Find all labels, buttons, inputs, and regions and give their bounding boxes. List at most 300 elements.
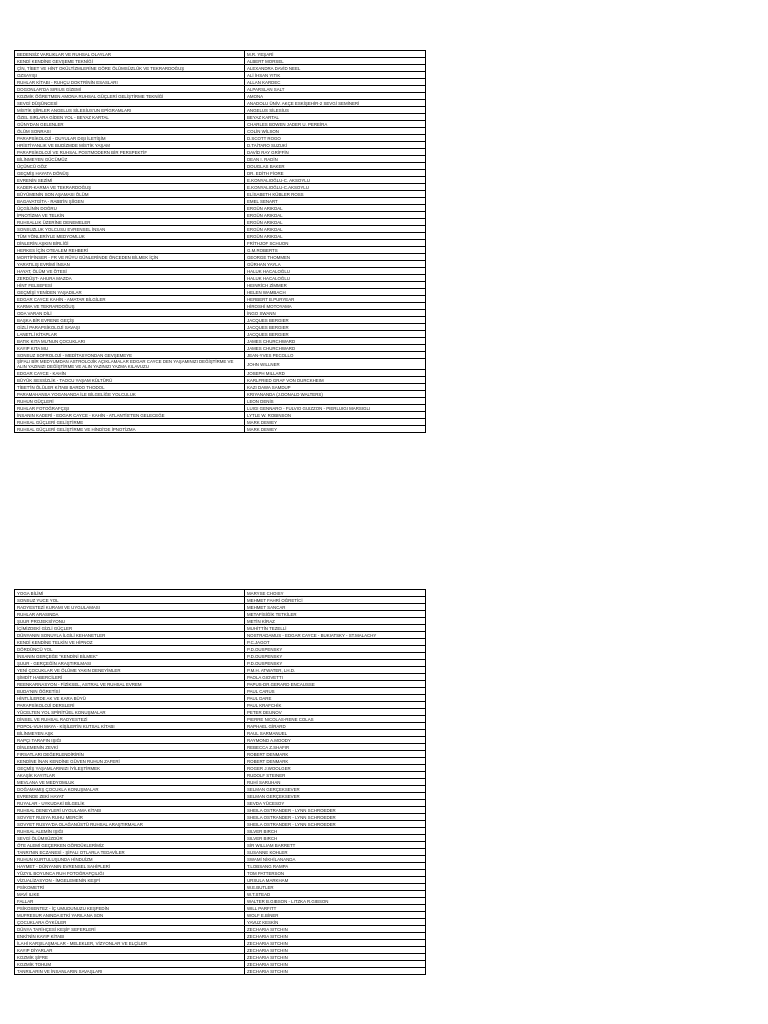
book-author-cell: KAZI DAWA SAMDUP [245, 384, 426, 391]
book-author-cell: SILVER BIRCH [245, 828, 426, 835]
book-title-cell: VİZUALİZASYON - İMGELEMENİN KEŞFİ [15, 877, 245, 884]
book-author-cell: ALEXANDRA DAVİD NEEL [245, 65, 426, 72]
book-author-cell: ERGÜN ARIKDAL [245, 205, 426, 212]
table-row [15, 177, 426, 184]
book-title-cell: PSİKOSENTEZ - İÇ UMUDUNUZU KEŞFEDİN [15, 905, 245, 912]
book-title-cell: OZSAYIŞI [15, 72, 245, 79]
book-title-cell: YÜCELTEN YOL SPİRİTÜEL KONUŞMALAR [15, 709, 245, 716]
book-author-cell: SILVER BIRCH [245, 835, 426, 842]
book-author-cell: ROBERT DENMARK [245, 751, 426, 758]
table-row [15, 412, 426, 419]
book-author-cell: ZECHARIA SITCHIN [245, 940, 426, 947]
book-author-cell: ERGÜN ARIKDAL [245, 226, 426, 233]
table-row [15, 814, 426, 821]
book-title-cell: RUHSAL GÜÇLERİ GELİŞTİRME VE HİNDİ'DE İPNOTİZMA [15, 426, 245, 433]
book-title-cell: ENKİ'NİN KAYIP KİTABI [15, 933, 245, 940]
table-row [15, 405, 426, 412]
book-author-cell: ZECHARIA SITCHIN [245, 968, 426, 975]
book-author-cell: DR. EDİTH FİORE [245, 170, 426, 177]
book-title-cell: POPOL-VUH MAYA - KİŞİLER'İN KUTSAL KİTABI [15, 723, 245, 730]
book-author-cell: JAMES CHURCHWARD [245, 345, 426, 352]
book-author-cell: E.KONYALIOĞLU-C.AKSOYLU [245, 184, 426, 191]
table-row [15, 905, 426, 912]
table-row [15, 310, 426, 317]
book-title-cell: EDGAR CAYCE - KAHİN [15, 370, 245, 377]
table-row [15, 870, 426, 877]
book-author-cell: MEHMET FAHRİ OĞRETİCİ [245, 597, 426, 604]
table-row [15, 205, 426, 212]
book-author-cell: M.R. YEŞARİ [245, 51, 426, 58]
book-title-cell: HAYMET - DÜNYANIN EVRENSEL SAHİPLERİ [15, 863, 245, 870]
book-author-cell: LUIGI GENNARO - FULVIO GUIZZON - PIERLUIGI MARSIGLI [245, 405, 426, 412]
table-row [15, 940, 426, 947]
book-author-cell: YAVUZ KESKİN [245, 919, 426, 926]
book-author-cell: METİN KİRAZ [245, 618, 426, 625]
book-title-cell: KAYIP KITA MU [15, 345, 245, 352]
table-row [15, 282, 426, 289]
book-title-cell: KAYIP DİYARLAR [15, 947, 245, 954]
table-row [15, 79, 426, 86]
book-table-2 [14, 589, 426, 975]
book-title-cell: KOZMİK TOHUM [15, 961, 245, 968]
book-author-cell: D.SCOTT ROGO [245, 135, 426, 142]
book-title-cell: SOVYET RUSYA RUHU MERCİR [15, 814, 245, 821]
book-title-cell: SEVGİ DÜŞÜNCESİ [15, 100, 245, 107]
table-row [15, 646, 426, 653]
book-author-cell: JACQUES BERGIER [245, 317, 426, 324]
table-row [15, 786, 426, 793]
table-row [15, 709, 426, 716]
book-author-cell: ELİSABETH KÜBLER ROSS [245, 191, 426, 198]
book-title-cell: RUHSAL ALEMİN IŞIĞI [15, 828, 245, 835]
book-title-cell: FALLAR [15, 898, 245, 905]
book-author-cell: İNGO SWANN [245, 310, 426, 317]
table-row [15, 632, 426, 639]
book-title-cell: TÜM YÖNLERİYLE MEDYOMLUK [15, 233, 245, 240]
book-author-cell: PETER DEUNOV [245, 709, 426, 716]
book-title-cell: HİNTLİLERDE AK VE KARA BÜYÜ [15, 695, 245, 702]
book-author-cell: JACQUES BERGIER [245, 331, 426, 338]
book-title-cell: EVRENDE ZEKİ HAYAT [15, 793, 245, 800]
book-author-cell: LEON DENİS [245, 398, 426, 405]
book-title-cell: RUHUN GÜÇLERİ [15, 398, 245, 405]
book-author-cell: ERGÜN ARIKDAL [245, 233, 426, 240]
book-title-cell: TİBET'İN ÖLÜLER KİTABI BARDO THODOL [15, 384, 245, 391]
table-row [15, 226, 426, 233]
book-author-cell: ERGÜN ARIKDAL [245, 212, 426, 219]
book-title-cell: DİNSEL VE RUHSAL RADYESTEZİ [15, 716, 245, 723]
book-title-cell: ÇİN, TİBET VE HİNT OKÜLTİZMLERİNE GÖRE ÖLÜMSÜZLÜK VE TEKRARDOĞUŞ [15, 65, 245, 72]
table-row [15, 240, 426, 247]
book-author-cell: GÜRHAN YAYLA [245, 261, 426, 268]
book-author-cell: SWAMİ NİKHİLANANDA [245, 856, 426, 863]
book-author-cell: MARYSE CHOISY [245, 590, 426, 597]
table-row [15, 135, 426, 142]
book-author-cell: SHEILA OSTRANDER - LYNN SCHROEDER [245, 807, 426, 814]
book-title-cell: MUFRESUR ANINDA ETKİ YARILANA SON [15, 912, 245, 919]
book-author-cell: W.E.BUTLER [245, 884, 426, 891]
table-row [15, 919, 426, 926]
book-title-cell: DİNLEMENİN ZEVKİ [15, 744, 245, 751]
book-title-cell: MİSTİK ŞİİRLER ANGELUS SİLESİUS'UN EPİGRAMLARI [15, 107, 245, 114]
table-row [15, 933, 426, 940]
book-author-cell: JACQUES BERGIER [245, 324, 426, 331]
book-title-cell: DOĞAMAMIŞ ÇOCUKLA KONUŞMALAR [15, 786, 245, 793]
book-author-cell: E.KONYALIOĞLU-C. AKSOYLU [245, 177, 426, 184]
book-title-cell: RUHLAR KİTABI - RUHÇU DOKTRİNİN ESASLARI [15, 79, 245, 86]
book-title-cell: PARAMAHANSA YOGANANDA İLE BİLGELİĞE YOLCULUK [15, 391, 245, 398]
book-author-cell: RUHİ SARUHAN [245, 779, 426, 786]
book-author-cell: DOUGLAS BAKER [245, 163, 426, 170]
book-author-cell: SELMAN GERÇEKSEVER [245, 786, 426, 793]
table-row [15, 590, 426, 597]
table-row [15, 842, 426, 849]
table-row [15, 758, 426, 765]
book-title-cell: ŞİFALI BİR MEDYUMDAN ASTROLOJİK AÇIKLAMALAR EDGAR CAYCE DEN YAŞAMINIZI DEĞİŞTİRME VE ALIN YAZINIZI DEĞİŞTİRME VE ALIN YAZINIZI YAZMA KILAVUZU [15, 359, 245, 370]
table-row [15, 128, 426, 135]
table-row [15, 303, 426, 310]
book-author-cell: REBECCA Z.SHAFIR [245, 744, 426, 751]
table-row [15, 170, 426, 177]
book-author-cell: P.D.OUSPENSKY [245, 660, 426, 667]
table-row [15, 639, 426, 646]
table-row [15, 800, 426, 807]
table-row [15, 891, 426, 898]
table-row [15, 779, 426, 786]
table-row [15, 219, 426, 226]
table-row [15, 289, 426, 296]
table-row [15, 370, 426, 377]
table-row [15, 65, 426, 72]
book-author-cell: LYTLE W. ROBINSON [245, 412, 426, 419]
book-author-cell: ROBERT DENMARK [245, 758, 426, 765]
table-row [15, 107, 426, 114]
book-author-cell: PAUL KRAFCHİK [245, 702, 426, 709]
book-author-cell: P.D.OUSPENSKY [245, 653, 426, 660]
table-row [15, 391, 426, 398]
table-row [15, 835, 426, 842]
book-author-cell: WALTER B.GIBSON - LITZKA R.GIBSON [245, 898, 426, 905]
book-title-cell: YENİ ÇOCUKLAR VE ÖLÜME YAKIN DENEYİMLER [15, 667, 245, 674]
book-author-cell: ERGÜN ARIKDAL [245, 219, 426, 226]
book-author-cell: HALUK HACALOĞLU [245, 275, 426, 282]
book-author-cell: EMEL SENART [245, 198, 426, 205]
book-author-cell: SUSANNE KOHLER [245, 849, 426, 856]
book-author-cell: PAPUS-DR.GERARD ENCAUSSE [245, 681, 426, 688]
book-author-cell: JOHN WILLNER [245, 359, 426, 370]
table-row [15, 863, 426, 870]
table-row [15, 233, 426, 240]
table-row [15, 625, 426, 632]
table-row [15, 849, 426, 856]
book-author-cell: URSULA MARKHAM [245, 877, 426, 884]
book-table-1 [14, 50, 426, 433]
table-row [15, 86, 426, 93]
book-title-cell: PARAPSİKOLOJİ VE RUHSAL POSTMODERN BİR PERSPEKTİF [15, 149, 245, 156]
book-title-cell: PSİKOMETRİ [15, 884, 245, 891]
book-author-cell: RAYMOND A.MOODY [245, 737, 426, 744]
table-row [15, 884, 426, 891]
book-author-cell: JEAN-YVES PECOLLO [245, 352, 426, 359]
book-author-cell: RAUL SARMANUEL [245, 730, 426, 737]
book-title-cell: HRİSTİYANLIK VE BUDİZMDE MİSTİK YAŞAM [15, 142, 245, 149]
table-row [15, 72, 426, 79]
table-row [15, 254, 426, 261]
book-author-cell: DEAN I. RADİN [245, 156, 426, 163]
book-title-cell: ŞİMDİT HABERCİLERİ [15, 674, 245, 681]
book-author-cell: W.T.STEAD [245, 891, 426, 898]
book-table-body [15, 590, 426, 975]
book-title-cell: İLAHİ KARŞILAŞMALAR - MELEKLER, VİZYONLAR VE ELÇİLER [15, 940, 245, 947]
book-table-body [15, 51, 426, 433]
book-title-cell: REENKARNASYON - FİZİKSEL, ASTRAL VE RUHSAL EVREM [15, 681, 245, 688]
book-author-cell: PAUL DARE [245, 695, 426, 702]
book-author-cell: ANGELUS SİLESİUS [245, 107, 426, 114]
table-row [15, 821, 426, 828]
book-author-cell: SİR WILLIAM BARRETT [245, 842, 426, 849]
book-author-cell: SHEILA OSTRANDER - LYNN SCHROEDER [245, 814, 426, 821]
book-title-cell: RUHUN KURTULUŞUNDA HİNDUİZM [15, 856, 245, 863]
table-row [15, 93, 426, 100]
table-row [15, 597, 426, 604]
table-row [15, 667, 426, 674]
book-author-cell: D.TAİTARO SUZUKİ [245, 142, 426, 149]
table-row [15, 261, 426, 268]
table-row [15, 384, 426, 391]
table-row [15, 184, 426, 191]
book-title-cell: BÜYÜMENİN SON AŞAMASI ÖLÜM [15, 191, 245, 198]
table-row [15, 142, 426, 149]
book-title-cell: BEDENSİZ VARLIKLAR VE RUHSAL OLAYLAR [15, 51, 245, 58]
book-title-cell: KADER-KARMA VE TEKRARDOĞUŞ [15, 184, 245, 191]
book-author-cell: RAPHAEL GİRARD [245, 723, 426, 730]
book-title-cell: KENDİNE İNAN KENDİNE GÜVEN RUHUN ZAFERİ [15, 758, 245, 765]
table-row [15, 688, 426, 695]
book-title-cell: MORTİFİNSER - FR VE RÜYU GÜNLERİNDE ÖNCEDEN BİLMEK İÇİN [15, 254, 245, 261]
book-author-cell: ANADOLU ÜNİV. AKÇE ESKİŞEHİR-2 SEVGİ SEMİNERİ [245, 100, 426, 107]
book-title-cell: PARAPSİKOLOJİ DERSLERİ [15, 702, 245, 709]
book-title-cell: RUHLAR FOTOĞRAFÇIŞI [15, 405, 245, 412]
book-title-cell: HAYAT, ÖLÜM VE ÖTESİ [15, 268, 245, 275]
book-title-cell: GEÇMİŞİ YENİDEN YAŞADILAR [15, 289, 245, 296]
table-row [15, 247, 426, 254]
table-row [15, 954, 426, 961]
book-title-cell: KENDİ KENDİNE GEVŞEME TEKNİĞİ [15, 58, 245, 65]
table-row [15, 324, 426, 331]
table-row [15, 191, 426, 198]
book-title-cell: İPNOTİZMA VE TELKİN [15, 212, 245, 219]
book-title-cell: ÜÇGİLİNİN DOĞRU [15, 205, 245, 212]
book-title-cell: MEVLANA VE MEDYOMLUK [15, 779, 245, 786]
book-title-cell: İNSANIN GERÇEĞE "KENDİNİ BİLMEK" [15, 653, 245, 660]
book-title-cell: ÇOCUKLARA ÖYKÜLER [15, 919, 245, 926]
book-author-cell: WOLF E.BİNER [245, 912, 426, 919]
table-row [15, 156, 426, 163]
book-author-cell: ZECHARIA SITCHIN [245, 933, 426, 940]
book-author-cell: NOSTRADAMUS - EDGAR CAYCE - BUKIATSKY - ST.MALACHY [245, 632, 426, 639]
book-author-cell: HİROSHİ MOTOYAMA [245, 303, 426, 310]
book-author-cell: MARK DEWEY [245, 426, 426, 433]
book-author-cell: KARLFRIED GRAF VON DURCKHEIM [245, 377, 426, 384]
book-title-cell: DÖRDÜNCÜ YOL [15, 646, 245, 653]
book-title-cell: ÖLÜM SONRASI [15, 128, 245, 135]
book-title-cell: BAŞKA BİR EVRENE GEÇİŞ [15, 317, 245, 324]
book-author-cell: SELMAN GERÇEKSEVER [245, 793, 426, 800]
table-row [15, 331, 426, 338]
table-row [15, 912, 426, 919]
table-row [15, 212, 426, 219]
book-title-cell: BUDA'NIN ÖĞRETİSİ [15, 688, 245, 695]
table-row [15, 121, 426, 128]
book-author-cell: MUHİTTİN TEZELLİ [245, 625, 426, 632]
book-title-cell: YÜZYIL BOYUNCA RUH FOTOĞRAFÇILIĞI [15, 870, 245, 877]
book-title-cell: BİLİNMEYEN GÜCÜMÜZ [15, 156, 245, 163]
book-title-cell: SEVGİ ÖLÜMSÜZDÜR [15, 835, 245, 842]
book-author-cell: JAMES CHURCHWARD [245, 338, 426, 345]
book-title-cell: HİNT FELSEFESİ [15, 282, 245, 289]
table-row [15, 51, 426, 58]
book-title-cell: LANETLİ KİTAPLAR [15, 331, 245, 338]
table-row [15, 793, 426, 800]
table-row [15, 947, 426, 954]
book-title-cell: BATIK KITA MU'NUN ÇOCUKLARI [15, 338, 245, 345]
book-title-cell: FIRSATLARI DEĞERLENDİRİRİN [15, 751, 245, 758]
book-title-cell: SOVYET RUSYA'DA OLAĞANÜSTÜ RUHSAL ARAŞTIRMALAR [15, 821, 245, 828]
book-title-cell: DİNLERİN AŞKIN BİRLİĞİ [15, 240, 245, 247]
table-row [15, 765, 426, 772]
book-title-cell: RUHSALLIK ÜZERİNE DENEMELER [15, 219, 245, 226]
table-row [15, 419, 426, 426]
book-author-cell: BEYAZ KARTAL [245, 114, 426, 121]
book-title-cell: AKAŞİK KAYITLAR [15, 772, 245, 779]
book-author-cell: GEORGE THOMMEN [245, 254, 426, 261]
book-author-cell: MEHMET SANCAR [245, 604, 426, 611]
table-row [15, 653, 426, 660]
book-title-cell: KOZMİK ŞİFRE [15, 954, 245, 961]
book-author-cell: ALPARSLAN SALT [245, 86, 426, 93]
table-row [15, 898, 426, 905]
table-row [15, 163, 426, 170]
book-title-cell: ÖZEL SIRLARA GİDEN YOL - BEYAZ KARTAL [15, 114, 245, 121]
book-title-cell: PARAPSİKOLOJİ - DUYULAR DIŞI İLETİŞİM [15, 135, 245, 142]
book-author-cell: HALUK HACALOĞLU [245, 268, 426, 275]
table-row [15, 317, 426, 324]
book-author-cell: CHARLES BOWEN JADER U. PEREİRA [245, 121, 426, 128]
book-author-cell: SEVDA YÜCESOY [245, 800, 426, 807]
book-title-cell: DOGONLAR'DA SIRIUS GİZEMİ [15, 86, 245, 93]
table-row [15, 695, 426, 702]
table-row [15, 352, 426, 359]
table-row [15, 926, 426, 933]
table-row [15, 398, 426, 405]
table-row [15, 856, 426, 863]
book-title-cell: TANRILARIN VE İNSANLARIN SAVAŞLARI [15, 968, 245, 975]
table-row [15, 296, 426, 303]
book-title-cell: GEÇMİŞ YAŞAMLARINIZI İYİLEŞTİRMEK [15, 765, 245, 772]
book-author-cell: ZECHARIA SITCHIN [245, 961, 426, 968]
book-author-cell: T.LOBSANG RAMPA [245, 863, 426, 870]
table-row [15, 828, 426, 835]
book-author-cell: DAVİD RAY GRİFFİN [245, 149, 426, 156]
book-title-cell: GİZLİ PARAPSİKOLOJİ SAVAŞI [15, 324, 245, 331]
book-author-cell: P.M.H. ATWATER, LH.D. [245, 667, 426, 674]
book-title-cell: RUHLAR ARASINDA [15, 611, 245, 618]
table-row [15, 100, 426, 107]
book-title-cell: RUHSAL GÜÇLERİ GELİŞTİRME [15, 419, 245, 426]
book-title-cell: DÜNYANIN SONUYLA İLGİLİ KEHANETLER [15, 632, 245, 639]
table-row [15, 359, 426, 370]
table-row [15, 751, 426, 758]
book-author-cell: ROGER J.WOOLGER [245, 765, 426, 772]
book-title-cell: BÜYÜK SESSİZLİK - TAOCU YAŞAM KÜLTÜRÜ [15, 377, 245, 384]
table-row [15, 660, 426, 667]
book-author-cell: ZECHARIA SITCHIN [245, 947, 426, 954]
book-title-cell: SONSUZ YUCE YOL [15, 597, 245, 604]
table-row [15, 730, 426, 737]
book-title-cell: EDGAR CAYCE KAHİN - AMATAR BİLGİLER [15, 296, 245, 303]
book-title-cell: İÇİMİZDEKİ GİZLİ GÜÇLER [15, 625, 245, 632]
table-row [15, 744, 426, 751]
book-title-cell: TANRI'NIN ECZANESİ - ŞİFALI OTLARLA TEDAVİLER [15, 849, 245, 856]
book-title-cell: EVRENİN SEZİMİ [15, 177, 245, 184]
book-author-cell: COLİN WİLSON [245, 128, 426, 135]
book-author-cell: METAFİSİĞİK TETKİLER [245, 611, 426, 618]
table-row [15, 149, 426, 156]
table-row [15, 968, 426, 975]
book-title-cell: BİLİNMEYEN AŞK [15, 730, 245, 737]
book-author-cell: ALİ İHSAN YITIK [245, 72, 426, 79]
table-row [15, 268, 426, 275]
book-author-cell: SHEILA OSTRANDER - LYNN SCHROEDER [245, 821, 426, 828]
table-row [15, 345, 426, 352]
table-row [15, 716, 426, 723]
book-title-cell: ŞUUR PROJEKSİYONU [15, 618, 245, 625]
book-author-cell: KRIYANANDA (J.DONALD WALTERS) [245, 391, 426, 398]
book-author-cell: ZECHARIA SITCHIN [245, 954, 426, 961]
table-row [15, 338, 426, 345]
book-author-cell: RUDOLF STEINER [245, 772, 426, 779]
book-title-cell: ŞUUR - GERÇEĞİN ARAŞTIRILMASI [15, 660, 245, 667]
book-title-cell: ÜÇÜNCÜ GÖZ [15, 163, 245, 170]
book-title-cell: KOZMİK ÖĞRETMEN AMONA RUHSAL GÜÇLERİ GELİŞTİRME TEKNİĞİ [15, 93, 245, 100]
book-title-cell: RUYALAR - UYKUDAKİ BİLGELİK [15, 800, 245, 807]
table-row [15, 702, 426, 709]
table-row [15, 618, 426, 625]
book-title-cell: KENDİ KENDİNE TELKİN VE HİPNOZ [15, 639, 245, 646]
book-title-cell: ZERDÜŞT- AHURA MAZDA [15, 275, 245, 282]
book-author-cell: G.M.ROBERTS [245, 247, 426, 254]
table-row [15, 377, 426, 384]
book-title-cell: GEÇMİŞ HAYATA DÖNÜŞ [15, 170, 245, 177]
book-title-cell: ÖTE ALEMİ GEÇERKEN GÖRDÜKLERİMİZ [15, 842, 245, 849]
table-row [15, 807, 426, 814]
table-row [15, 681, 426, 688]
book-author-cell: JOSEPH MILLARD [245, 370, 426, 377]
book-title-cell: RUHSAL DENEYLERİ UYGULAMA KİTABI [15, 807, 245, 814]
table-row [15, 961, 426, 968]
table-row [15, 611, 426, 618]
table-row [15, 58, 426, 65]
book-author-cell: WILL PARFITT [245, 905, 426, 912]
book-title-cell: MAVİ ILIKE [15, 891, 245, 898]
book-author-cell: ZECHARIA SITCHIN [245, 926, 426, 933]
book-author-cell: PAOLA GIOVETTI [245, 674, 426, 681]
book-title-cell: KARMA VE TEKRARDOĞUŞ [15, 303, 245, 310]
table-row [15, 198, 426, 205]
book-title-cell: BAGAVATGİTA - RABB'İN ŞİİGEN [15, 198, 245, 205]
book-author-cell: HEINRİCH ZİMMER [245, 282, 426, 289]
book-title-cell: YARATILIŞ EVRİMİ İNSAN [15, 261, 245, 268]
